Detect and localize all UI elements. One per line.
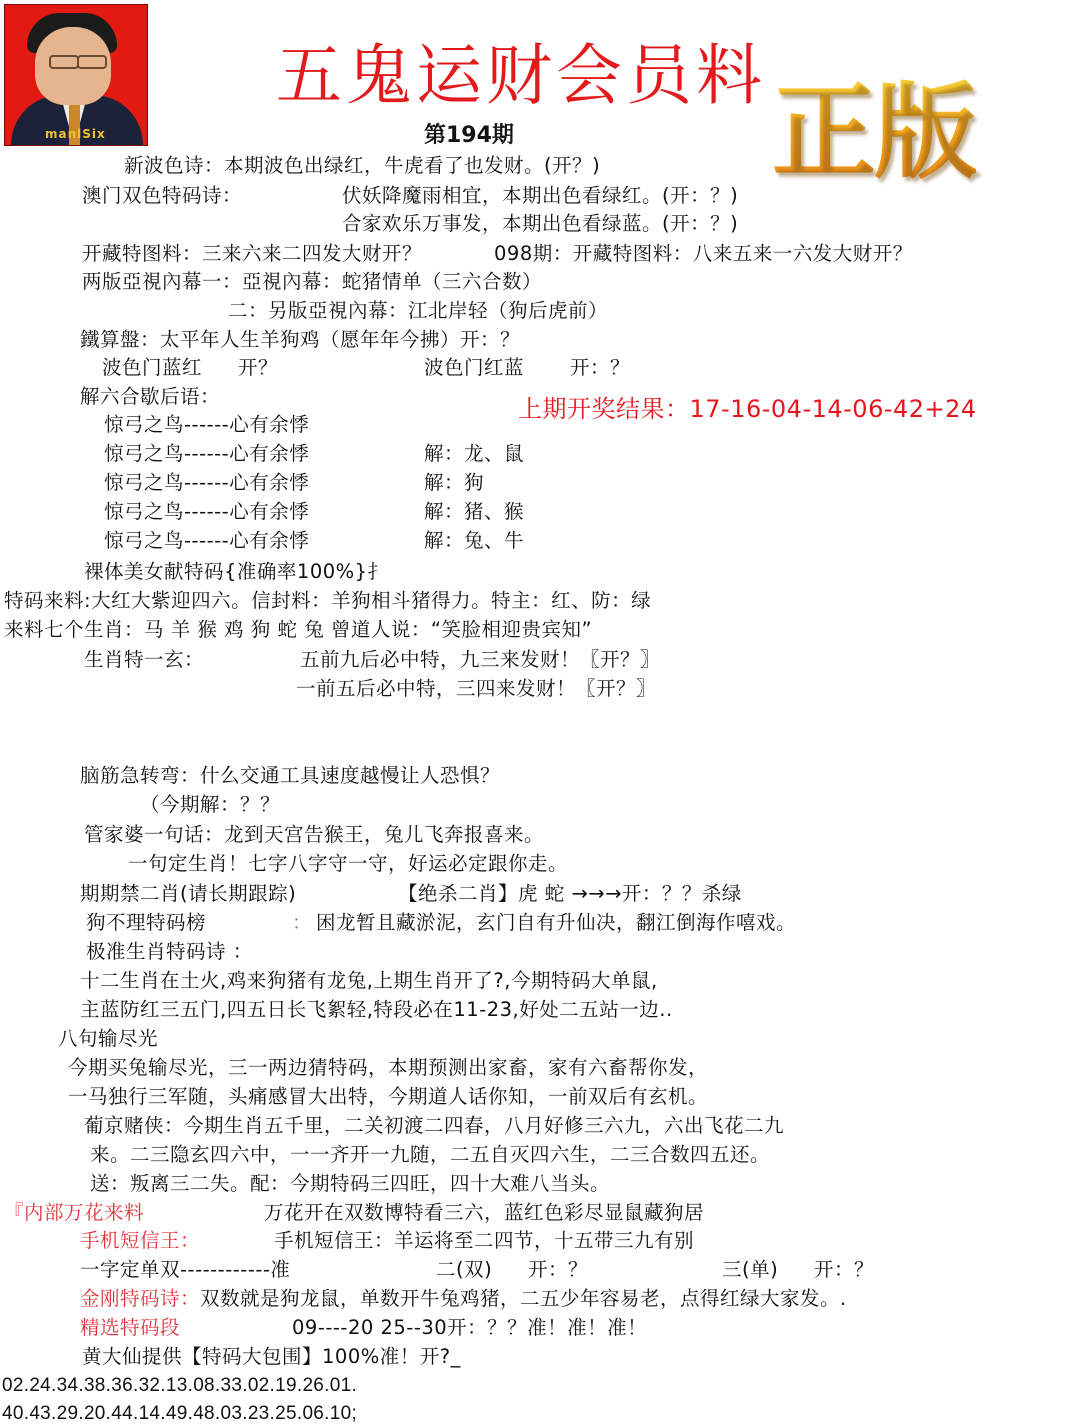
- huang-daxian: 黄大仙提供【特码大包围】100%准！开?_: [82, 1345, 461, 1368]
- macau-poem-line-1: 伏妖降魔雨相宜，本期出色看绿红。(开：？): [342, 184, 739, 207]
- page-title: 五鬼运财会员料: [276, 37, 766, 114]
- zodiac-te-label: 生肖特一玄：: [84, 648, 205, 671]
- portrait-photo: [4, 4, 148, 146]
- wave-door-left-open: 开？: [238, 356, 279, 379]
- housekeeper-line-2: 一句定生肖！七字八字守一守，好运必定跟你走。: [128, 852, 569, 875]
- wanhua-value: 万花开在双数博特看三六，蓝红色彩尽显鼠藏狗居: [264, 1201, 705, 1224]
- accurate-poem-title: 极准生肖特码诗 ：: [86, 940, 253, 963]
- xiehouyu-phrase-2: 惊弓之鸟------心有余悸: [104, 442, 310, 465]
- last-result: [518, 394, 977, 424]
- seven-zodiac: 来料七个生肖：马 羊 猴 鸡 狗 蛇 兔 曾道人说：“笑脸相迎贵宾知”: [4, 618, 593, 641]
- macau-gambler-line-3: 送：叛离三二失。配：今期特码三四旺，四十大难八当头。: [90, 1172, 611, 1195]
- authentic-stamp: 正版: [772, 70, 977, 193]
- eight-lose-line-1: 今期买兔输尽光，三一两边猜特码，本期预测出家畜，家有六畜帮你发，: [68, 1056, 709, 1079]
- xiehouyu-answer-3: 解：狗: [424, 471, 485, 494]
- housekeeper-line-1: 管家婆一句话：龙到天宫告猴王，兔儿飞奔报喜来。: [84, 823, 545, 846]
- wave-door-right-open: 开：？: [570, 356, 631, 379]
- macau-gambler-line-1: 葡京赌侠：今期生肖五千里，二关初渡二四春，八月好修三六九，六出飞花二九: [84, 1114, 785, 1137]
- last-result-label: 上期开奖结果：: [518, 395, 690, 423]
- riddle-question: 脑筋急转弯：什么交通工具速度越慢让人恐惧？: [80, 764, 501, 787]
- wave-poem: 新波色诗：本期波色出绿红，牛虎看了也发财。(开？): [124, 154, 601, 177]
- odd-even-option-2-open: 开：？: [814, 1258, 875, 1281]
- selected-segment-label: 精选特码段: [80, 1316, 181, 1339]
- xiehouyu-answer-5: 解：兔、牛: [424, 529, 525, 552]
- tema-source: 特码来料:大红大紫迎四六。信封料：羊狗相斗猪得力。特主：红、防：绿: [4, 589, 652, 612]
- jingang-value: 双数就是狗龙鼠，单数开牛兔鸡猪，二五少年容易老，点得红绿大家发。.: [200, 1287, 847, 1310]
- forbid-label: 期期禁二肖(请长期跟踪): [80, 882, 297, 905]
- dog-list-value: 困龙暂且藏淤泥，玄门自有升仙决，翻江倒海作嘻戏。: [316, 911, 797, 934]
- forbid-value: 【绝杀二肖】虎 蛇 →→→开：？？杀绿: [398, 882, 742, 905]
- kaicang-previous: 098期：开藏特图料：八来五来一六发大财开？: [494, 242, 913, 265]
- wanhua-label: 『内部万花来料: [4, 1201, 145, 1224]
- sms-king-label: 手机短信王：: [80, 1229, 201, 1252]
- accurate-poem-line-2: 主蓝防红三五门,四五日长飞絮轻,特段必在11-23,好处二五站一边..: [80, 998, 673, 1021]
- xiehouyu-title: 解六合歇后语：: [80, 385, 221, 408]
- kaicang-current: 开藏特图料：三来六来二四发大财开？: [82, 242, 423, 265]
- yashi-line-1: 两版亞視內幕一：亞視內幕：蛇猪情单（三六合数）: [82, 270, 543, 293]
- riddle-answer: （今期解：？？: [140, 793, 281, 816]
- xiehouyu-phrase-5: 惊弓之鸟------心有余悸: [104, 529, 310, 552]
- iron-abacus: 鐵算盤：太平年人生羊狗鸡（愿年年今拂）开：？: [80, 328, 521, 351]
- yashi-line-2: 二：另版亞視內幕：江北岸轻（狗后虎前）: [228, 299, 609, 322]
- odd-even-option-1-open: 开：？: [528, 1258, 589, 1281]
- xiehouyu-phrase-4: 惊弓之鸟------心有余悸: [104, 500, 310, 523]
- last-result-numbers: 17-16-04-14-06-42+24: [689, 395, 977, 423]
- macau-poem-line-2: 合家欢乐万事发，本期出色看绿蓝。(开：？): [342, 212, 739, 235]
- photo-watermark: manlSix: [45, 127, 106, 141]
- beauty-tema: 裸体美女献特码{准确率100%}扌: [84, 560, 388, 583]
- accurate-poem-line-1: 十二生肖在土火,鸡来狗猪有龙兔,上期生肖开了?,今期特码大单鼠,: [80, 969, 658, 992]
- xiehouyu-answer-2: 解：龙、鼠: [424, 442, 525, 465]
- sms-king-value: 手机短信王：羊运将至二四节，十五带三九有别: [274, 1229, 695, 1252]
- wave-door-left: 波色门蓝红: [102, 356, 203, 379]
- eight-lose-line-2: 一马独行三军随，头痛感冒大出特，今期道人话你知，一前双后有玄机。: [68, 1085, 709, 1108]
- zodiac-te-line-1: 五前九后必中特，九三来发财！〖开？〗: [300, 648, 661, 671]
- photo-glasses-right: [77, 55, 107, 69]
- jingang-label: 金刚特码诗：: [80, 1287, 201, 1310]
- xiehouyu-phrase-3: 惊弓之鸟------心有余悸: [104, 471, 310, 494]
- photo-glasses-left: [49, 55, 79, 69]
- dog-list-label: 狗不理特码榜: [86, 911, 207, 934]
- xiehouyu-answer-4: 解：猪、猴: [424, 500, 525, 523]
- macau-gambler-line-2: 来。二三隐玄四六中，一一齐开一九随，二五自灭四六生，二三合数四五还。: [90, 1143, 771, 1166]
- dog-list-sep: ：: [292, 911, 313, 934]
- wave-door-right: 波色门红蓝: [424, 356, 525, 379]
- eight-lose-title: 八句输尽光: [58, 1027, 159, 1050]
- number-row-1: 02.24.34.38.36.32.13.08.33.02.19.26.01.: [2, 1375, 358, 1396]
- jingang-poem: [80, 1287, 847, 1311]
- zodiac-te-line-2: 一前五后必中特，三四来发财！〖开？〗: [296, 677, 657, 700]
- selected-segment-value: 09----20 25--30开：？？准！准！准！: [292, 1316, 648, 1339]
- odd-even-option-2: 三(单): [722, 1258, 779, 1281]
- xiehouyu-phrase-1: 惊弓之鸟------心有余悸: [104, 413, 310, 436]
- odd-even-label: 一字定单双------------准: [80, 1258, 291, 1281]
- issue-number: 第194期: [424, 123, 514, 148]
- macau-poem-label: 澳门双色特码诗：: [82, 184, 243, 207]
- number-row-2: 40.43.29.20.44.14.49.48.03.23.25.06.10;: [2, 1403, 358, 1424]
- odd-even-option-1: 二(双): [436, 1258, 493, 1281]
